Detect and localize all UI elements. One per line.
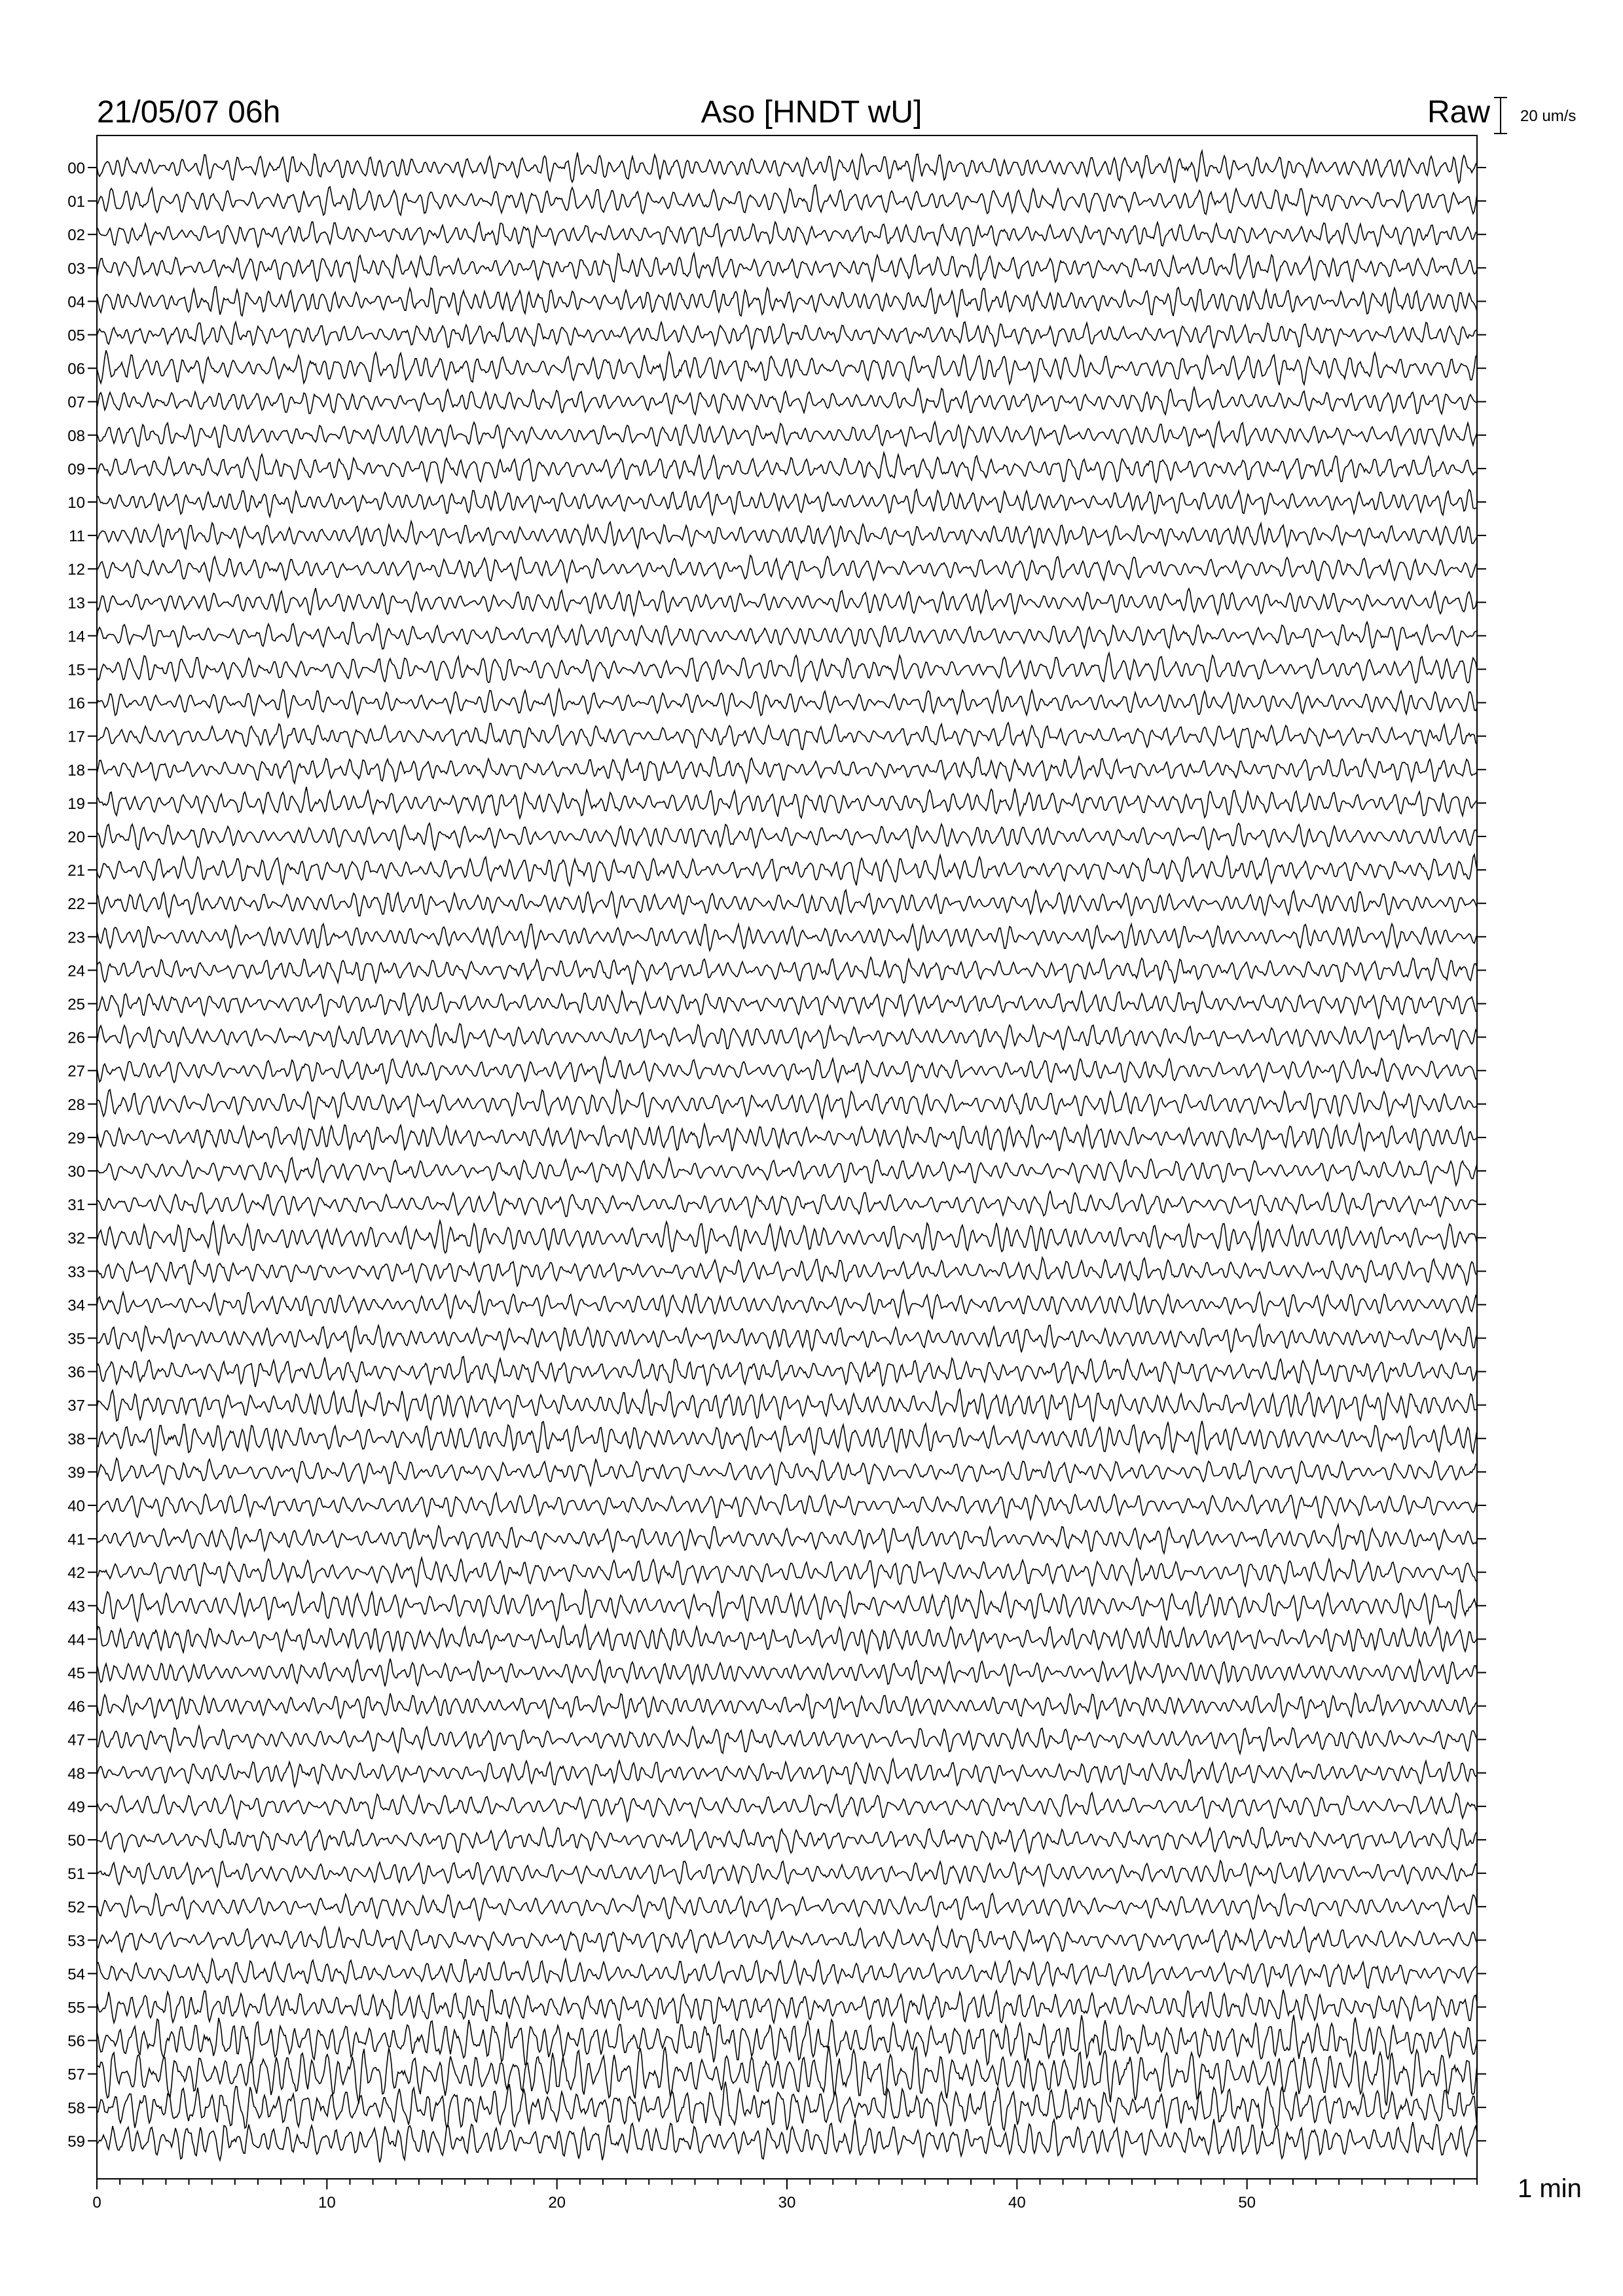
row-label-01: 01	[67, 193, 85, 211]
trace-row-48	[97, 1759, 1477, 1787]
row-label-39: 39	[67, 1463, 85, 1482]
trace-row-07	[97, 387, 1477, 415]
trace-row-23	[97, 924, 1477, 951]
trace-row-24	[97, 958, 1477, 985]
trace-row-16	[97, 689, 1477, 717]
row-label-33: 33	[67, 1263, 85, 1282]
trace-row-40	[97, 1493, 1477, 1519]
trace-row-39	[97, 1458, 1477, 1486]
row-label-59: 59	[67, 2132, 85, 2151]
row-label-20: 20	[67, 829, 85, 846]
row-label-16: 16	[67, 694, 85, 713]
trace-row-25	[97, 991, 1477, 1018]
trace-row-08	[97, 422, 1477, 448]
trace-row-42	[97, 1558, 1477, 1587]
row-label-56: 56	[67, 2032, 85, 2051]
trace-row-28	[97, 1090, 1477, 1119]
trace-row-18	[97, 757, 1477, 783]
trace-row-35	[97, 1325, 1477, 1353]
row-label-29: 29	[67, 1129, 85, 1147]
trace-row-13	[97, 588, 1477, 615]
trace-row-43	[97, 1590, 1477, 1624]
trace-row-03	[97, 253, 1477, 282]
row-label-28: 28	[67, 1096, 85, 1114]
row-label-58: 58	[67, 2099, 85, 2117]
trace-row-59	[97, 2119, 1477, 2162]
trace-row-12	[97, 556, 1477, 583]
trace-row-00	[97, 151, 1477, 183]
x-tick-label-50: 50	[1238, 2194, 1256, 2212]
date-hour-label: 21/05/07 06h	[97, 95, 281, 130]
trace-row-41	[97, 1524, 1477, 1553]
row-label-03: 03	[67, 260, 85, 278]
x-tick-label-20: 20	[548, 2194, 566, 2212]
row-label-45: 45	[67, 1664, 85, 1683]
row-label-47: 47	[67, 1731, 85, 1749]
row-label-14: 14	[67, 628, 85, 646]
trace-row-37	[97, 1389, 1477, 1421]
trace-row-32	[97, 1221, 1477, 1255]
row-label-27: 27	[67, 1062, 85, 1081]
row-label-49: 49	[67, 1798, 85, 1816]
row-label-44: 44	[67, 1631, 85, 1649]
row-label-19: 19	[67, 795, 85, 813]
x-tick-label-0: 0	[92, 2194, 101, 2212]
trace-row-21	[97, 855, 1477, 886]
x-tick-label-40: 40	[1008, 2194, 1026, 2212]
trace-row-04	[97, 287, 1477, 317]
trace-row-02	[97, 222, 1477, 247]
trace-row-14	[97, 622, 1477, 651]
trace-row-05	[97, 322, 1477, 349]
trace-row-15	[97, 653, 1477, 683]
row-label-46: 46	[67, 1698, 85, 1716]
row-label-13: 13	[67, 594, 85, 613]
trace-row-52	[97, 1893, 1477, 1920]
trace-row-19	[97, 787, 1477, 818]
row-label-18: 18	[67, 761, 85, 780]
row-label-31: 31	[67, 1196, 85, 1215]
trace-row-17	[97, 723, 1477, 749]
trace-row-38	[97, 1421, 1477, 1456]
row-label-23: 23	[67, 929, 85, 947]
trace-row-30	[97, 1158, 1477, 1185]
scale-bar-label: 20 um/s	[1520, 107, 1577, 125]
station-title: Aso [HNDT wU]	[701, 95, 922, 130]
row-label-34: 34	[67, 1297, 85, 1315]
row-label-12: 12	[67, 561, 85, 579]
trace-row-51	[97, 1861, 1477, 1887]
row-label-42: 42	[67, 1564, 85, 1583]
x-unit-label: 1 min	[1518, 2174, 1582, 2203]
row-label-06: 06	[67, 360, 85, 378]
row-label-41: 41	[67, 1531, 85, 1549]
trace-row-31	[97, 1191, 1477, 1217]
trace-row-01	[97, 185, 1477, 215]
trace-row-36	[97, 1357, 1477, 1388]
row-label-57: 57	[67, 2066, 85, 2084]
trace-row-09	[97, 453, 1477, 483]
x-tick-label-30: 30	[778, 2194, 796, 2212]
trace-group	[97, 151, 1477, 2162]
trace-row-45	[97, 1659, 1477, 1686]
row-label-10: 10	[67, 494, 85, 512]
trace-row-26	[97, 1024, 1477, 1050]
trace-row-55	[97, 1990, 1477, 2024]
row-label-00: 00	[67, 160, 85, 177]
trace-row-10	[97, 490, 1477, 517]
row-label-54: 54	[67, 1965, 85, 1984]
row-label-24: 24	[67, 962, 85, 980]
row-label-25: 25	[67, 996, 85, 1014]
row-label-05: 05	[67, 327, 85, 345]
trace-row-53	[97, 1926, 1477, 1952]
row-label-15: 15	[67, 661, 85, 679]
row-label-43: 43	[67, 1598, 85, 1616]
row-label-52: 52	[67, 1899, 85, 1917]
row-label-32: 32	[67, 1230, 85, 1248]
row-label-55: 55	[67, 1999, 85, 2017]
row-label-38: 38	[67, 1430, 85, 1448]
row-label-26: 26	[67, 1029, 85, 1047]
trace-row-27	[97, 1057, 1477, 1084]
row-label-48: 48	[67, 1765, 85, 1783]
row-label-17: 17	[67, 728, 85, 746]
row-label-21: 21	[67, 862, 85, 880]
trace-row-49	[97, 1793, 1477, 1821]
row-label-35: 35	[67, 1330, 85, 1348]
trace-row-06	[97, 350, 1477, 385]
trace-row-57	[97, 2046, 1477, 2106]
row-label-30: 30	[67, 1163, 85, 1181]
row-label-36: 36	[67, 1363, 85, 1382]
trace-row-34	[97, 1290, 1477, 1318]
row-label-22: 22	[67, 895, 85, 914]
row-label-02: 02	[67, 226, 85, 245]
trace-row-47	[97, 1726, 1477, 1754]
row-label-53: 53	[67, 1932, 85, 1950]
row-label-08: 08	[67, 427, 85, 445]
trace-row-22	[97, 890, 1477, 918]
trace-row-46	[97, 1693, 1477, 1719]
trace-row-50	[97, 1827, 1477, 1853]
trace-row-58	[97, 2082, 1477, 2130]
mode-label: Raw	[1427, 95, 1491, 130]
trace-row-20	[97, 823, 1477, 850]
trace-row-33	[97, 1257, 1477, 1286]
row-label-51: 51	[67, 1865, 85, 1884]
row-label-07: 07	[67, 393, 85, 412]
row-label-group	[67, 160, 85, 2151]
row-label-40: 40	[67, 1498, 85, 1515]
row-label-04: 04	[67, 293, 85, 312]
trace-row-54	[97, 1959, 1477, 1988]
row-label-50: 50	[67, 1832, 85, 1850]
trace-row-44	[97, 1625, 1477, 1653]
trace-row-29	[97, 1124, 1477, 1151]
row-label-37: 37	[67, 1397, 85, 1415]
row-label-09: 09	[67, 460, 85, 478]
trace-row-11	[97, 522, 1477, 549]
row-label-11: 11	[69, 528, 85, 546]
trace-row-56	[97, 2015, 1477, 2065]
x-tick-label-10: 10	[318, 2194, 336, 2212]
